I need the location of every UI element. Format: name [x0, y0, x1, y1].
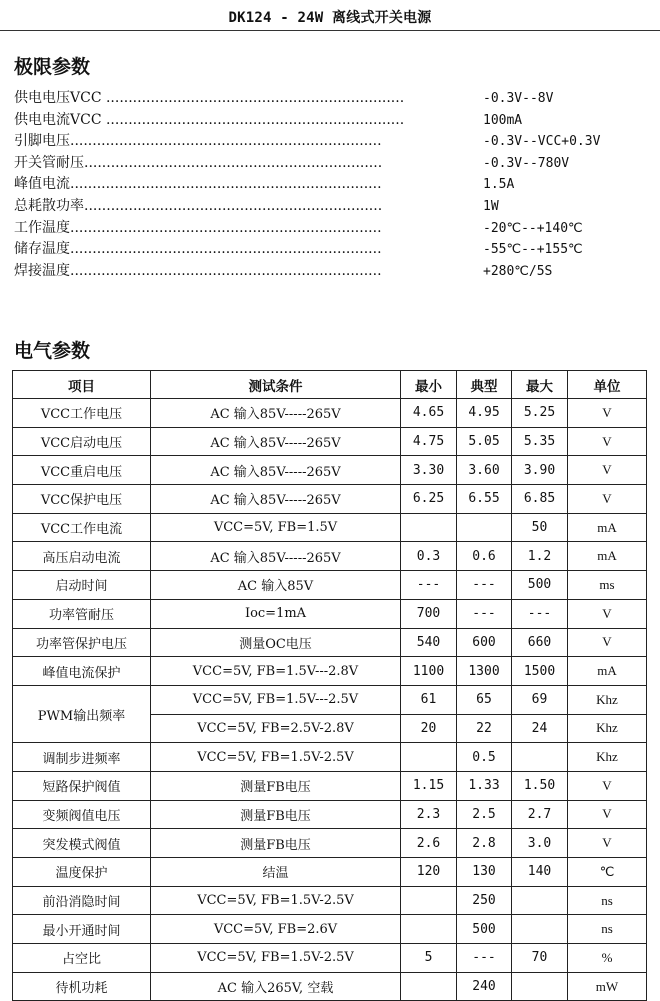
param-typ: 130 [457, 858, 512, 887]
table-row [13, 858, 647, 887]
param-unit: Khz [568, 714, 647, 743]
column-header-unit: 单位 [568, 371, 647, 399]
param-typ: 240 [457, 972, 512, 1001]
param-max: 2.7 [512, 800, 568, 829]
param-typ: 22 [457, 714, 512, 743]
limit-value: -20℃--+140℃ [483, 220, 583, 236]
param-item: 功率管耐压 [13, 599, 151, 628]
electrical-params-table [12, 370, 647, 1001]
param-min: 1100 [401, 657, 457, 686]
param-min: 20 [401, 714, 457, 743]
param-unit: ms [568, 571, 647, 600]
param-typ: 4.95 [457, 399, 512, 428]
param-min: 61 [401, 685, 457, 714]
param-unit: Khz [568, 685, 647, 714]
limit-value: 1W [483, 198, 499, 214]
param-item: 待机功耗 [13, 972, 151, 1001]
param-item: 短路保护阀值 [13, 771, 151, 800]
limit-row [14, 88, 644, 110]
column-header-typ: 典型 [457, 371, 512, 399]
param-min: --- [401, 571, 457, 600]
param-min: 1.15 [401, 771, 457, 800]
param-typ: 65 [457, 685, 512, 714]
param-condition: 测量FB电压 [151, 800, 401, 829]
param-typ [457, 513, 512, 542]
param-max: 70 [512, 944, 568, 973]
param-unit: V [568, 485, 647, 514]
param-unit: mA [568, 542, 647, 571]
param-item: 温度保护 [13, 858, 151, 887]
param-unit: V [568, 628, 647, 657]
param-max: 24 [512, 714, 568, 743]
param-min: 120 [401, 858, 457, 887]
table-row [13, 599, 647, 628]
limit-label: 峰值电流...................................................................... [14, 176, 382, 193]
param-item: 最小开通时间 [13, 915, 151, 944]
param-min [401, 915, 457, 944]
table-row [13, 571, 647, 600]
param-typ: 1.33 [457, 771, 512, 800]
param-item: 占空比 [13, 944, 151, 973]
table-row [13, 485, 647, 514]
param-item: VCC工作电流 [13, 513, 151, 542]
param-condition: VCC=5V, FB=1.5V---2.5V [151, 685, 401, 714]
table-row [13, 685, 647, 714]
limit-label: 储存温度...................................................................... [14, 241, 382, 258]
param-typ: 6.55 [457, 485, 512, 514]
column-header-condition: 测试条件 [151, 371, 401, 399]
param-item: PWM输出频率 [13, 685, 151, 742]
param-item: 峰值电流保护 [13, 657, 151, 686]
param-item: 前沿消隐时间 [13, 886, 151, 915]
param-max: --- [512, 599, 568, 628]
param-unit: V [568, 427, 647, 456]
param-condition: AC 输入85V-----265V [151, 542, 401, 571]
limit-row [14, 174, 644, 196]
limit-value: -0.3V--8V [483, 91, 554, 106]
param-max [512, 972, 568, 1001]
limit-label: 开关管耐压................................................................... [14, 154, 383, 171]
limit-label: 焊接温度...................................................................... [14, 262, 382, 279]
table-row [13, 800, 647, 829]
param-typ: 3.60 [457, 456, 512, 485]
param-max [512, 886, 568, 915]
param-max: 500 [512, 571, 568, 600]
limit-row [14, 196, 644, 218]
param-unit: % [568, 944, 647, 973]
column-header-item: 项目 [13, 371, 151, 399]
param-typ: 0.5 [457, 743, 512, 772]
param-typ: 2.8 [457, 829, 512, 858]
param-typ: 250 [457, 886, 512, 915]
param-max: 660 [512, 628, 568, 657]
param-min: 2.6 [401, 829, 457, 858]
limits-list [14, 88, 644, 282]
table-row [13, 513, 647, 542]
table-row [13, 886, 647, 915]
param-min: 4.65 [401, 399, 457, 428]
param-max [512, 743, 568, 772]
param-item: 突发模式阀值 [13, 829, 151, 858]
table-row [13, 972, 647, 1001]
param-condition: AC 输入265V, 空载 [151, 972, 401, 1001]
param-min [401, 972, 457, 1001]
param-unit: ns [568, 886, 647, 915]
param-condition: AC 输入85V-----265V [151, 485, 401, 514]
limit-label: 工作温度...................................................................... [14, 219, 382, 236]
limit-row [14, 261, 644, 283]
table-row [13, 944, 647, 973]
limit-value: -0.3V--VCC+0.3V [483, 134, 601, 150]
limit-value: -0.3V--780V [483, 155, 570, 171]
limit-label: 总耗散功率................................................................... [14, 197, 383, 214]
param-condition: 测量OC电压 [151, 628, 401, 657]
section-title-electrical: 电气参数 [14, 340, 91, 362]
param-max: 5.25 [512, 399, 568, 428]
param-condition: AC 输入85V [151, 571, 401, 600]
table-row [13, 915, 647, 944]
table-row [13, 657, 647, 686]
param-typ: --- [457, 944, 512, 973]
param-condition: VCC=5V, FB=1.5V---2.8V [151, 657, 401, 686]
param-min [401, 743, 457, 772]
section-title-limits: 极限参数 [14, 56, 91, 78]
param-unit: V [568, 599, 647, 628]
param-condition: VCC=5V, FB=2.6V [151, 915, 401, 944]
param-item: VCC工作电压 [13, 399, 151, 428]
table-row [13, 399, 647, 428]
param-max: 1.50 [512, 771, 568, 800]
param-unit: ns [568, 915, 647, 944]
param-unit: V [568, 456, 647, 485]
param-unit: mA [568, 513, 647, 542]
limit-value: -55℃--+155℃ [483, 242, 583, 258]
param-item: 功率管保护电压 [13, 628, 151, 657]
param-typ: 1300 [457, 657, 512, 686]
limit-value: 100mA [483, 112, 523, 128]
limit-row [14, 131, 644, 153]
param-min [401, 886, 457, 915]
param-item: 变频阀值电压 [13, 800, 151, 829]
param-max: 1500 [512, 657, 568, 686]
param-max: 140 [512, 858, 568, 887]
param-item: 调制步进频率 [13, 743, 151, 772]
param-min: 6.25 [401, 485, 457, 514]
param-condition: AC 输入85V-----265V [151, 427, 401, 456]
param-condition: VCC=5V, FB=1.5V-2.5V [151, 944, 401, 973]
param-min: 5 [401, 944, 457, 973]
param-condition: VCC=5V, FB=1.5V [151, 513, 401, 542]
limit-label: 引脚电压...................................................................... [14, 133, 382, 150]
table-row [13, 771, 647, 800]
param-unit: mW [568, 972, 647, 1001]
param-max [512, 915, 568, 944]
param-max: 69 [512, 685, 568, 714]
param-max: 50 [512, 513, 568, 542]
param-item: VCC启动电压 [13, 427, 151, 456]
limit-row [14, 218, 644, 240]
param-min: 4.75 [401, 427, 457, 456]
param-condition: 测量FB电压 [151, 771, 401, 800]
table-row [13, 743, 647, 772]
param-typ: 2.5 [457, 800, 512, 829]
param-unit: mA [568, 657, 647, 686]
param-typ: 500 [457, 915, 512, 944]
limit-row [14, 153, 644, 175]
limit-label: 供电电压VCC ................................................................... [14, 90, 405, 106]
param-unit: V [568, 771, 647, 800]
table-row [13, 542, 647, 571]
column-header-max: 最大 [512, 371, 568, 399]
param-unit: V [568, 800, 647, 829]
param-unit: V [568, 829, 647, 858]
limit-label: 供电电流VCC ................................................................... [14, 111, 405, 128]
param-typ: 0.6 [457, 542, 512, 571]
column-header-min: 最小 [401, 371, 457, 399]
limit-value: 1.5A [483, 177, 515, 193]
param-condition: 测量FB电压 [151, 829, 401, 858]
param-max: 3.0 [512, 829, 568, 858]
table-row [13, 628, 647, 657]
table-row [13, 829, 647, 858]
param-max: 5.35 [512, 427, 568, 456]
param-condition: VCC=5V, FB=1.5V-2.5V [151, 886, 401, 915]
param-min [401, 513, 457, 542]
param-item: 高压启动电流 [13, 542, 151, 571]
limit-row [14, 239, 644, 261]
param-min: 540 [401, 628, 457, 657]
table-header-row [13, 371, 647, 399]
param-condition: VCC=5V, FB=2.5V-2.8V [151, 714, 401, 743]
param-item: VCC保护电压 [13, 485, 151, 514]
param-typ: --- [457, 571, 512, 600]
param-item: VCC重启电压 [13, 456, 151, 485]
param-min: 0.3 [401, 542, 457, 571]
param-condition: AC 输入85V-----265V [151, 399, 401, 428]
page-header [0, 0, 660, 31]
param-unit: ℃ [568, 858, 647, 887]
param-max: 3.90 [512, 456, 568, 485]
limit-value: +280℃/5S [483, 263, 553, 279]
param-condition: VCC=5V, FB=1.5V-2.5V [151, 743, 401, 772]
param-condition: 结温 [151, 858, 401, 887]
param-min: 700 [401, 599, 457, 628]
param-condition: AC 输入85V-----265V [151, 456, 401, 485]
table-row [13, 427, 647, 456]
page-title: DK124 - 24W 离线式开关电源 [228, 10, 432, 26]
param-min: 3.30 [401, 456, 457, 485]
param-condition: Ioc=1mA [151, 599, 401, 628]
param-max: 6.85 [512, 485, 568, 514]
limit-row [14, 110, 644, 132]
param-typ: 600 [457, 628, 512, 657]
param-typ: --- [457, 599, 512, 628]
param-max: 1.2 [512, 542, 568, 571]
param-unit: Khz [568, 743, 647, 772]
param-typ: 5.05 [457, 427, 512, 456]
param-unit: V [568, 399, 647, 428]
param-min: 2.3 [401, 800, 457, 829]
table-row [13, 456, 647, 485]
param-item: 启动时间 [13, 571, 151, 600]
